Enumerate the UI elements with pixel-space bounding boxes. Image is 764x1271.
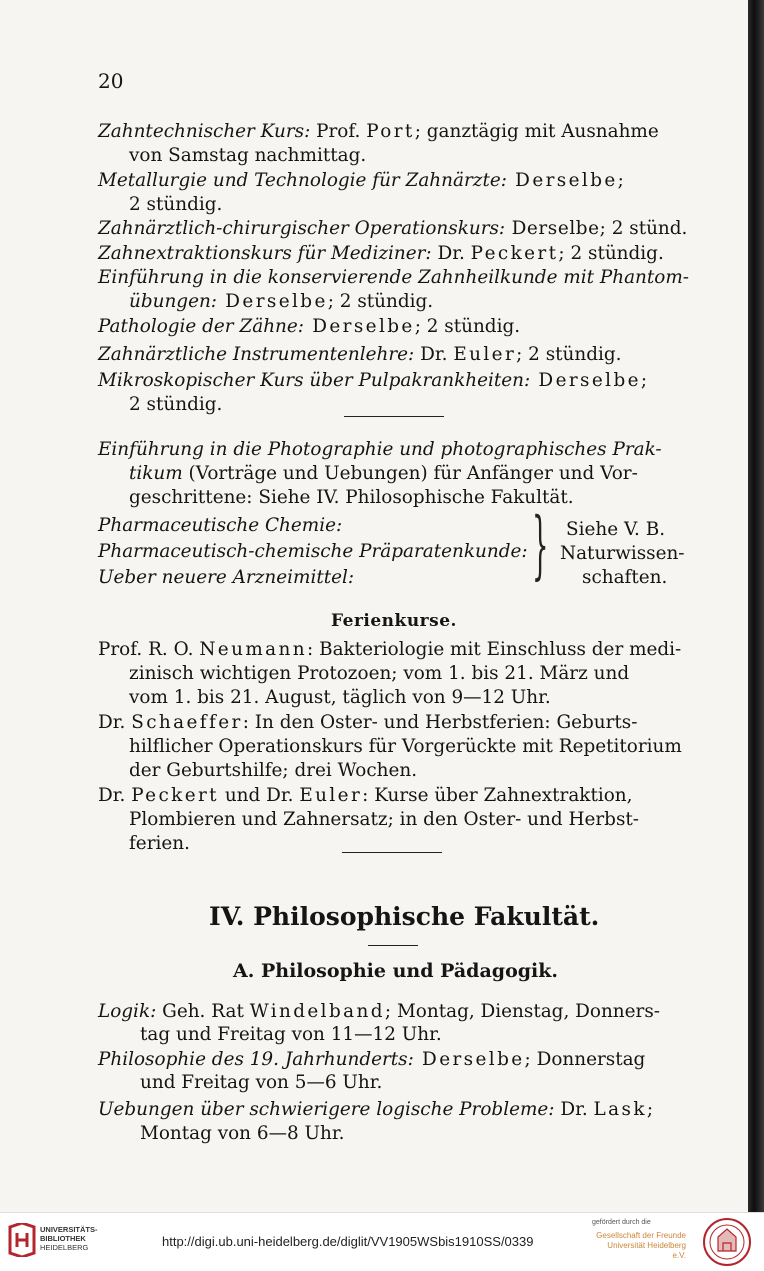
section-divider: [344, 416, 444, 417]
ferien-line: Plombieren und Zahnersatz; in den Oster- und Herbst-: [129, 809, 639, 830]
page-number: 20: [98, 69, 124, 93]
footer-bar: [0, 1212, 764, 1271]
section-title: IV. Philosophische Fakultät.: [209, 902, 600, 931]
library-name: UNIVERSITÄTS- BIBLIOTHEK HEIDELBERG: [40, 1225, 98, 1252]
ferien-line: zinisch wichtigen Protozoen; vom 1. bis 21. März und: [129, 663, 630, 684]
course-line: Ueber neuere Arzneimittel:: [98, 567, 355, 588]
course-line: Philosophie des 19. Jahrhunderts: Derselbe; Donnerstag: [98, 1049, 646, 1070]
course-line: Zahnärztlich-chirurgischer Operationskurs: Derselbe; 2 stünd.: [98, 218, 688, 239]
course-line: tag und Freitag von 11—12 Uhr.: [140, 1024, 442, 1045]
side-note-line: Siehe V. B.: [566, 519, 666, 540]
side-note-line: Naturwissen-: [560, 543, 685, 564]
course-line: Pharmaceutische Chemie:: [98, 515, 343, 536]
ferienkurse-heading: Ferienkurse.: [331, 611, 457, 631]
course-line: 2 stündig.: [129, 194, 223, 215]
course-line: geschrittene: Siehe IV. Philosophische Fakultät.: [129, 487, 574, 508]
course-line: Einführung in die konservierende Zahnheilkunde mit Phantom-: [98, 267, 690, 288]
course-line: Uebungen über schwierigere logische Probleme: Dr. Lask;: [98, 1099, 654, 1120]
page-edge-shadow: [748, 0, 764, 1212]
ferien-line: vom 1. bis 21. August, täglich von 9—12 Uhr.: [129, 687, 551, 708]
course-line: Zahnextraktionskurs für Mediziner: Dr. Peckert; 2 stündig.: [98, 243, 664, 264]
course-line: Mikroskopischer Kurs über Pulpakrankheiten: Derselbe;: [98, 370, 648, 391]
course-line: Zahnärztliche Instrumentenlehre: Dr. Euler; 2 stündig.: [98, 344, 622, 365]
course-line: Logik: Geh. Rat Windelband; Montag, Dienstag, Donners-: [98, 1001, 660, 1022]
ferien-line: Prof. R. O. Neumann: Bakteriologie mit Einschluss der medi-: [98, 639, 682, 660]
ferien-line: der Geburtshilfe; drei Wochen.: [129, 760, 418, 781]
section-divider: [342, 852, 442, 853]
course-line: übungen: Derselbe; 2 stündig.: [129, 291, 434, 312]
course-line: von Samstag nachmittag.: [129, 145, 367, 166]
course-line: Montag von 6—8 Uhr.: [140, 1123, 345, 1144]
course-line: Pathologie der Zähne: Derselbe; 2 stündig.: [98, 316, 521, 337]
society-name: Gesellschaft der Freunde Universität Heidelberg e.V.: [596, 1231, 686, 1260]
ferien-line: Dr. Peckert und Dr. Euler: Kurse über Zahnextraktion,: [98, 785, 633, 806]
course-line: Pharmaceutisch-chemische Präparatenkunde:: [98, 541, 528, 562]
funded-by-label: gefördert durch die: [592, 1219, 651, 1226]
course-line: Einführung in die Photographie und photographisches Prak-: [98, 439, 662, 460]
subsection-title: A. Philosophie und Pädagogik.: [233, 960, 559, 982]
course-line: Metallurgie und Technologie für Zahnärzte: Derselbe;: [98, 170, 624, 191]
section-divider: [368, 945, 418, 946]
side-note-line: schaften.: [582, 567, 668, 588]
course-line: Zahntechnischer Kurs: Prof. Port; ganztägig mit Ausnahme: [98, 121, 659, 142]
ferien-line: Dr. Schaeffer: In den Oster- und Herbstferien: Geburts-: [98, 712, 638, 733]
course-line: und Freitag von 5—6 Uhr.: [140, 1072, 383, 1093]
university-seal-icon: [702, 1217, 752, 1267]
permalink-url[interactable]: http://digi.ub.uni-heidelberg.de/diglit/VV1905WSbis1910SS/0339: [162, 1234, 534, 1249]
brace-glyph: }: [532, 502, 549, 588]
course-line: 2 stündig.: [129, 394, 223, 415]
ferien-line: hilflicher Operationskurs für Vorgerückte mit Repetitorium: [129, 736, 682, 757]
library-logo-icon: [8, 1223, 36, 1257]
course-line: tikum (Vorträge und Uebungen) für Anfänger und Vor-: [129, 463, 638, 484]
ferien-line: ferien.: [129, 833, 190, 854]
